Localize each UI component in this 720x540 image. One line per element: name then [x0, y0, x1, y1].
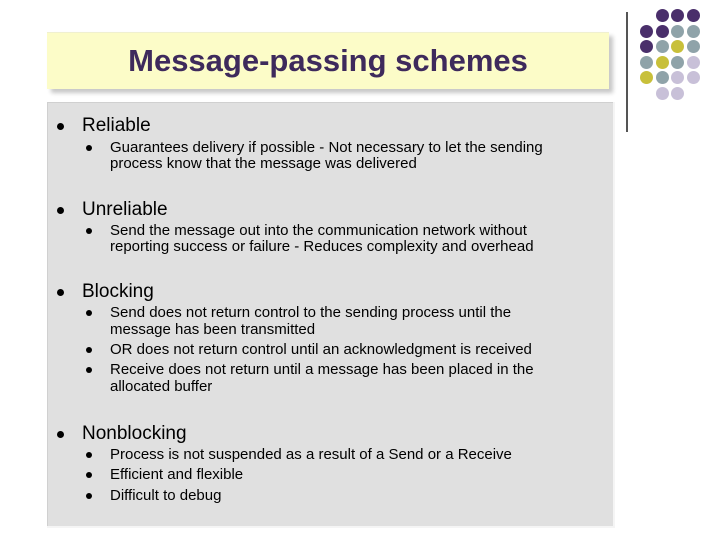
list-item: Guarantees delivery if possible - Not necessary to let the sending	[110, 139, 543, 156]
decorative-dot	[671, 9, 684, 22]
decorative-divider	[626, 12, 628, 132]
list-item: OR does not return control until an acknowledgment is received	[110, 341, 532, 358]
decorative-dot	[687, 40, 700, 53]
section-label-blocking: Blocking	[82, 281, 154, 302]
section-label-unreliable: Unreliable	[82, 199, 168, 220]
list-item: reporting success or failure - Reduces complexity and overhead	[110, 238, 534, 255]
decorative-dot	[656, 87, 669, 100]
decorative-dot	[687, 25, 700, 38]
decorative-dot	[656, 25, 669, 38]
list-item: Efficient and flexible	[110, 466, 244, 483]
bullet-icon	[86, 228, 92, 234]
bullet-icon	[86, 452, 92, 458]
bullet-icon	[86, 310, 92, 316]
bullet-icon	[86, 347, 92, 353]
decorative-dot	[656, 56, 669, 69]
decorative-dot	[687, 56, 700, 69]
decorative-dot	[671, 56, 684, 69]
list-item: Receive does not return until a message has been placed in the	[110, 361, 534, 378]
decorative-dot	[671, 40, 684, 53]
bullet-icon	[86, 472, 92, 478]
decorative-dot	[671, 87, 684, 100]
bullet-icon	[57, 207, 64, 214]
list-item: allocated buffer	[110, 378, 213, 395]
decorative-dot	[640, 56, 653, 69]
decorative-dot	[671, 71, 684, 84]
decorative-dot	[687, 9, 700, 22]
decorative-dot	[640, 25, 653, 38]
decorative-dot	[687, 71, 700, 84]
list-item: Process is not suspended as a result of a Send or a Receive	[110, 446, 512, 463]
bullet-icon	[57, 123, 64, 130]
list-item: message has been transmitted	[110, 321, 316, 338]
bullet-icon	[86, 367, 92, 373]
decorative-dot	[671, 25, 684, 38]
list-item: process know that the message was delivered	[110, 155, 417, 172]
bullet-icon	[86, 493, 92, 499]
decorative-dot	[640, 40, 653, 53]
title-box	[47, 32, 609, 89]
bullet-icon	[86, 145, 92, 151]
section-label-reliable: Reliable	[82, 115, 151, 136]
list-item: Send does not return control to the sending process until the	[110, 304, 512, 321]
page-title: Message-passing schemes	[128, 43, 528, 78]
decorative-dot	[656, 40, 669, 53]
decorative-dot	[656, 9, 669, 22]
section-label-nonblocking: Nonblocking	[82, 423, 187, 444]
decorative-dot	[640, 71, 653, 84]
list-item: Difficult to debug	[110, 487, 222, 504]
decorative-dot	[656, 71, 669, 84]
bullet-icon	[57, 289, 64, 296]
bullet-icon	[57, 431, 64, 438]
list-item: Send the message out into the communication network without	[110, 222, 527, 239]
